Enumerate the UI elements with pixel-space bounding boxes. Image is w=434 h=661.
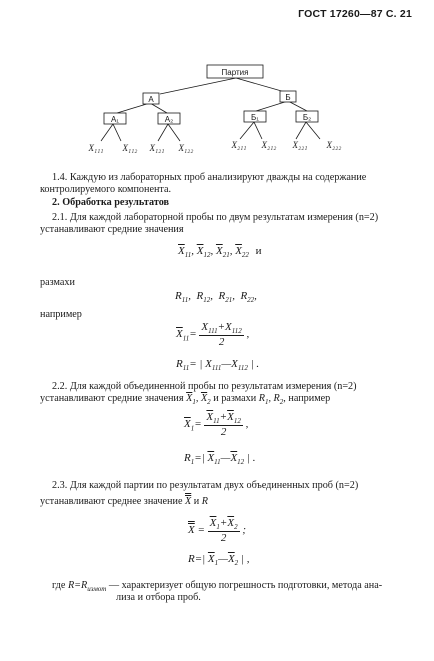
means-and: и <box>255 245 262 257</box>
tree-leaf: X₂₁₁ <box>231 140 247 150</box>
where-line2: лиза и отбора проб. <box>116 592 201 603</box>
section-heading: 2. Обработка результатов <box>52 197 170 208</box>
formula-x-grand-mean: X = $\frac{\overline{X}_1+\overline{X}_2}{2}$ ; <box>188 517 246 545</box>
tree-leaf: X₁₁₁ <box>88 143 104 153</box>
p23-text-b: и <box>193 496 200 507</box>
formula-r1: $R_1=|$ $\overline{X}_{11}—\overline{X}_{12}$ | . <box>184 452 256 467</box>
tree-leaf: X₁₂₁ <box>149 143 165 153</box>
p22-text-b: и размахи <box>213 393 257 404</box>
formula-means: $\overline{X}_{11}$, $\overline{X}_{12}$, $\overline{X}_{21}$, $\overline{X}_{22}$ и <box>178 245 262 260</box>
formula-x11-mean: $\overline{X}_{11}=$ $\frac{X_{111}+X_{112}}{2}$ , <box>176 321 250 349</box>
tree-node-a1: A₁ <box>110 115 120 124</box>
p23-text-a: устанавливают среднее значение <box>40 496 183 507</box>
formula-x1-mean: $\overline{X}_1=$ $\frac{\overline{X}_{11}+\overline{X}_{12}}{2}$ , <box>184 411 249 439</box>
tree-node-b1: Б₁ <box>251 113 259 122</box>
sampling-tree-diagram <box>0 0 434 165</box>
where-text: — характеризует общую погрешность подготовки, метода ана- <box>108 580 383 591</box>
where-line1: где $R=R_{измот}$ — характеризует общую погрешность подготовки, метода ана- <box>52 580 383 594</box>
paragraph-2-2-line1: 2.2. Для каждой объединенной пробы по результатам измерения (n=2) <box>52 381 357 392</box>
tree-node-a2: A₂ <box>164 115 174 124</box>
formula-r: R=| $\overline{X}_1—\overline{X}_2$ | , <box>188 553 250 568</box>
paragraph-2-1-line2: устанавливают средние значения <box>40 224 184 235</box>
p22-text-c: , например <box>283 393 331 404</box>
where-word: где <box>52 580 66 591</box>
tree-root-label: Партия <box>221 68 249 77</box>
paragraph-2-1-line1: 2.1. Для каждой лабораторной пробы по двум результатам измерения (n=2) <box>52 212 379 223</box>
paragraph-1-4-line1: 1.4. Каждую из лабораторных проб анализируют дважды на содержание <box>52 172 367 183</box>
paragraph-2-3-line1: 2.3. Для каждой партии по результатам двух объединенных проб (n=2) <box>52 480 359 491</box>
tree-leaf: X₂₂₁ <box>292 140 308 150</box>
page-header: ГОСТ 17260—87 С. 21 <box>298 8 412 20</box>
tree-leaf: X₁₂₂ <box>178 143 194 153</box>
paragraph-1-4-line2: контролируемого компонента. <box>40 184 172 195</box>
label-naprimer: например <box>40 309 82 320</box>
tree-node-b2: Б₂ <box>302 113 312 122</box>
formula-r11: $R_{11}=$ | $X_{111}—X_{112}$ | . <box>176 358 260 373</box>
paragraph-2-2-line2: устанавливают средние значения $\overline{X}_1$, $\overline{X}_2$ и размахи $R_1$, $R_2$, например <box>40 393 331 407</box>
p22-text-a: устанавливают средние значения <box>40 393 184 404</box>
tree-leaf: X₂₂₂ <box>326 140 342 150</box>
paragraph-2-3-line2: устанавливают среднее значение X и R <box>40 496 209 507</box>
tree-leaf: X₁₁₂ <box>122 143 138 153</box>
tree-node-b: Б <box>285 93 291 102</box>
label-razmahi: размахи <box>40 277 75 288</box>
tree-leaf: X₂₁₂ <box>261 140 277 150</box>
tree-node-a: А <box>148 95 154 104</box>
formula-ranges: $R_{11}$, $R_{12}$, $R_{21}$, $R_{22}$, <box>175 290 257 305</box>
